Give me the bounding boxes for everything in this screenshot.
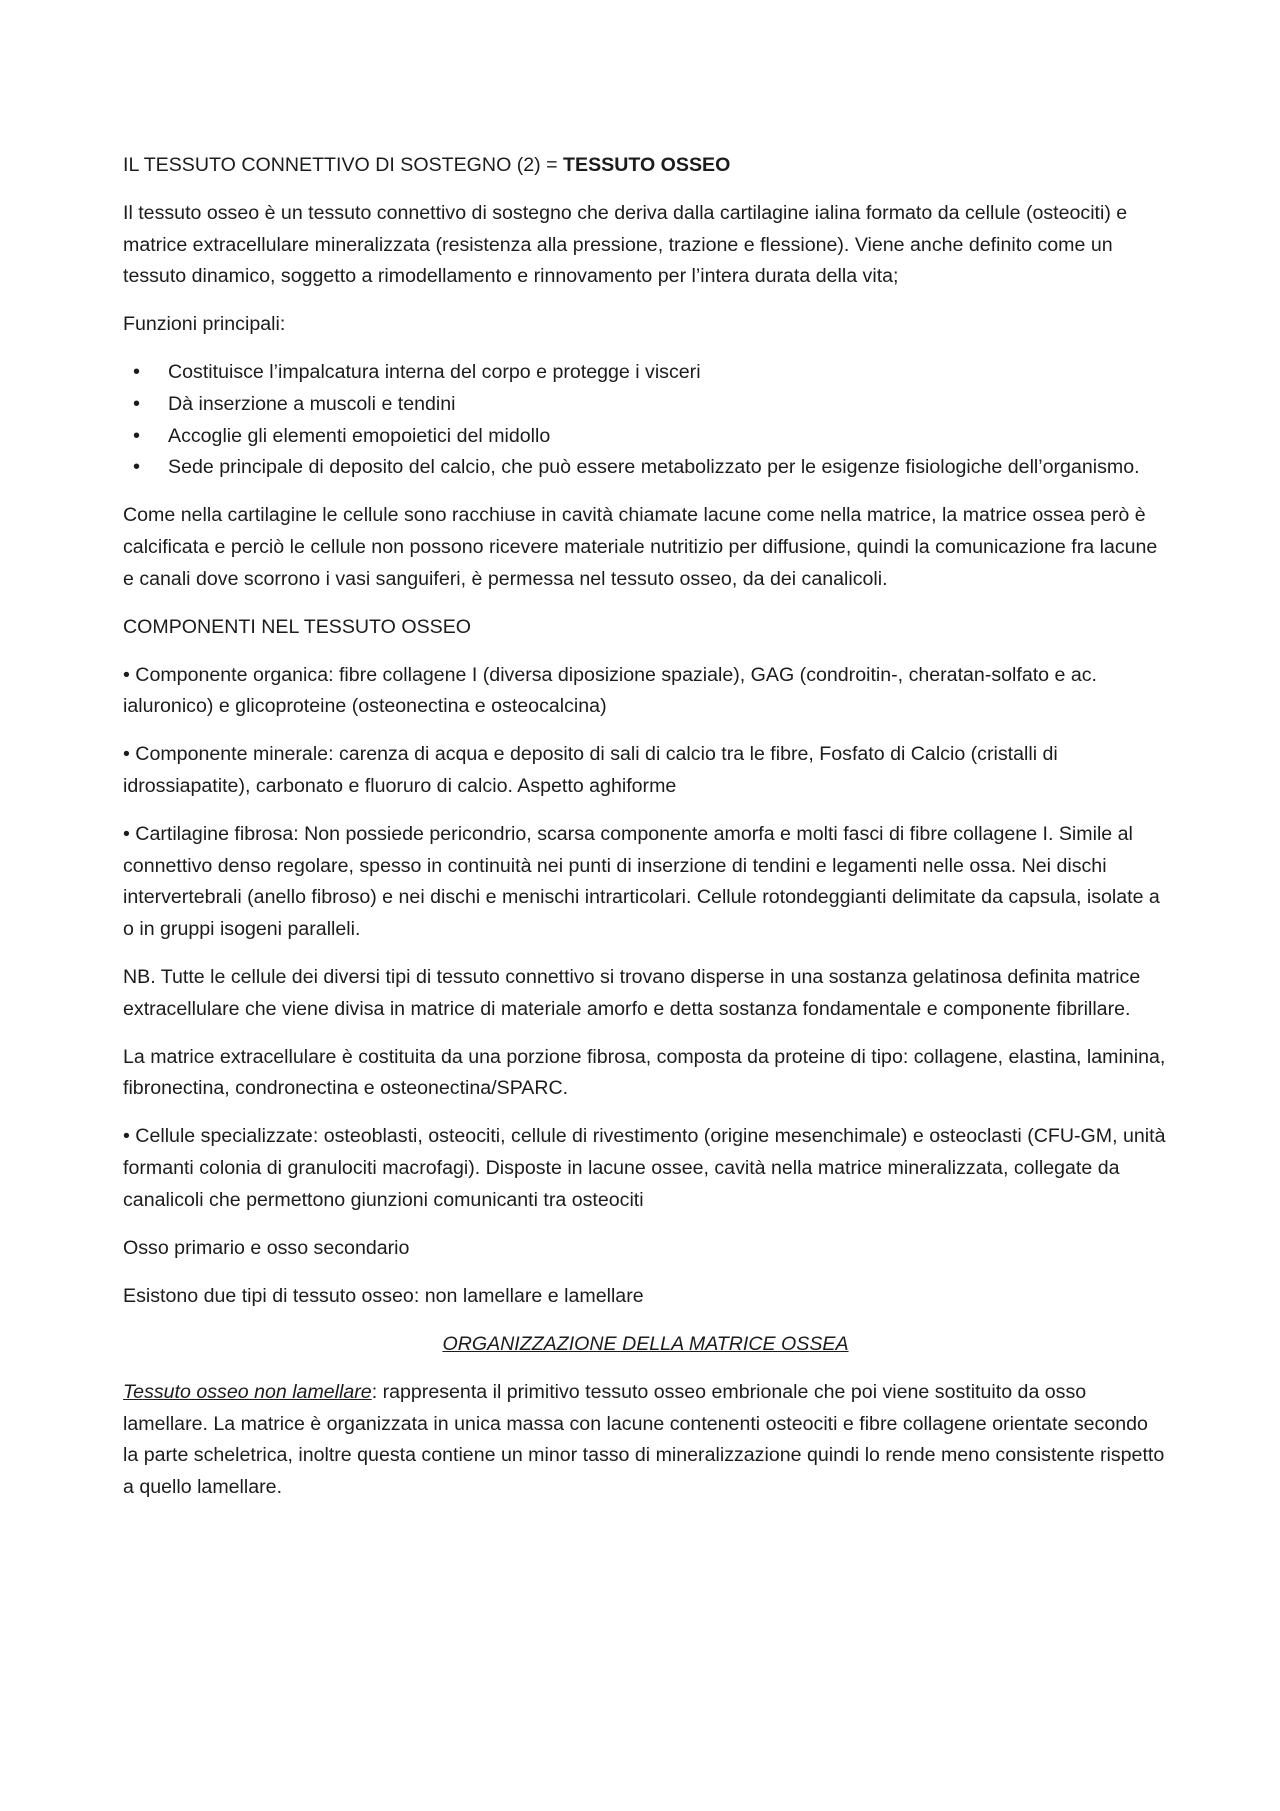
fibrous-cartilage-paragraph: • Cartilagine fibrosa: Non possiede pericondrio, scarsa componente amorfa e molti fasci di fibre collagene I. Simile al connettivo denso regolare, spesso in continuità nei punti di inserzione di tendini e legamenti nelle ossa. Nei dischi intervertebrali (anello fibroso) e nei dischi e menischi intrarticolari. Cellule rotondeggianti delimitate da capsula, isolate a o in gruppi isogeni paralleli. (123, 823, 1160, 940)
non-lamellar-text: : rappresenta il primitivo tessuto osseo embrionale che poi viene sostituito da osso lamellare. La matrice è organizzata in unica massa con lacune contenenti osteociti e fibre collagene orientate secondo la parte scheletrica, inoltre questa contiene un minor tasso di mineralizzazione quindi lo rende meno consistente rispetto a quello lamellare. (123, 1380, 1165, 1498)
nb-paragraph: NB. Tutte le cellule dei diversi tipi di tessuto connettivo si trovano disperse in una sostanza gelatinosa definita matrice extracellulare che viene divisa in matrice di materiale amorfo e detta sostanza fondamentale e componente fibrillare. (123, 965, 1141, 1020)
non-lamellar-paragraph (123, 1377, 1168, 1503)
bullet-icon: • (133, 361, 141, 384)
bullet-icon: • (133, 456, 141, 479)
two-types-line: Esistono due tipi di tessuto osseo: non lamellare e lamellare (123, 1284, 644, 1307)
bullet-icon: • (133, 393, 141, 416)
document-page (123, 150, 1168, 1520)
title-strong: TESSUTO OSSEO (563, 154, 731, 176)
document-title (123, 150, 1168, 182)
list-item (123, 421, 1168, 453)
primary-secondary-line: Osso primario e osso secondario (123, 1236, 410, 1259)
functions-heading: Funzioni principali: (123, 313, 286, 336)
non-lamellar-term: Tessuto osseo non lamellare (123, 1380, 372, 1403)
organic-component-paragraph: • Componente organica: fibre collagene I (diversa diposizione spaziale), GAG (condroitin-, cheratan-solfato e ac. ialuronico) e glicoproteine (osteonectina e osteocalcina) (123, 663, 1097, 718)
lacune-paragraph: Come nella cartilagine le cellule sono racchiuse in cavità chiamate lacune come nella matrice, la matrice ossea però è calcificata e perciò le cellule non possono ricevere materiale nutritizio per diffusione, quindi la comunicazione fra lacune e canali dove scorrono i vasi sanguiferi, è permessa nel tessuto osseo, da dei canalicoli. (123, 504, 1158, 590)
list-item-text: Sede principale di deposito del calcio, che può essere metabolizzato per le esigenze fisiologiche dell’organismo. (168, 456, 1140, 479)
list-item-text: Costituisce l’impalcatura interna del corpo e protegge i visceri (168, 361, 701, 384)
list-item (123, 357, 1168, 389)
specialized-cells-paragraph: • Cellule specializzate: osteoblasti, osteociti, cellule di rivestimento (origine mesenchimale) e osteoclasti (CFU-GM, unità formanti colonia di granulociti macrofagi). Disposte in lacune ossee, cavità nella matrice mineralizzata, collegate da canalicoli che permettono giunzioni comunicanti tra osteociti (123, 1125, 1166, 1211)
list-item (123, 389, 1168, 421)
list-item (123, 452, 1168, 484)
list-item-text: Dà inserzione a muscoli e tendini (168, 393, 456, 416)
intro-paragraph: Il tessuto osseo è un tessuto connettivo di sostegno che deriva dalla cartilagine ialina formato da cellule (osteociti) e matrice extracellulare mineralizzata (resistenza alla pressione, trazione e flessione). Viene anche definito come un tessuto dinamico, soggetto a rimodellamento e rinnovamento per l’intera durata della vita; (123, 202, 1128, 288)
title-prefix: IL TESSUTO CONNETTIVO DI SOSTEGNO (2) = (123, 154, 564, 176)
list-item-text: Accoglie gli elementi emopoietici del midollo (168, 424, 551, 447)
components-heading: COMPONENTI NEL TESSUTO OSSEO (123, 615, 472, 638)
bullet-icon: • (133, 424, 141, 447)
functions-list (123, 357, 1168, 483)
mineral-component-paragraph: • Componente minerale: carenza di acqua e deposito di sali di calcio tra le fibre, Fosfato di Calcio (cristalli di idrossiapatite), carbonato e fluoruro di calcio. Aspetto aghiforme (123, 743, 1058, 797)
organization-heading: ORGANIZZAZIONE DELLA MATRICE OSSEA (442, 1332, 849, 1355)
matrix-paragraph: La matrice extracellulare è costituita da una porzione fibrosa, composta da proteine di tipo: collagene, elastina, laminina, fibronectina, condronectina e osteonectina/SPARC. (123, 1045, 1166, 1100)
